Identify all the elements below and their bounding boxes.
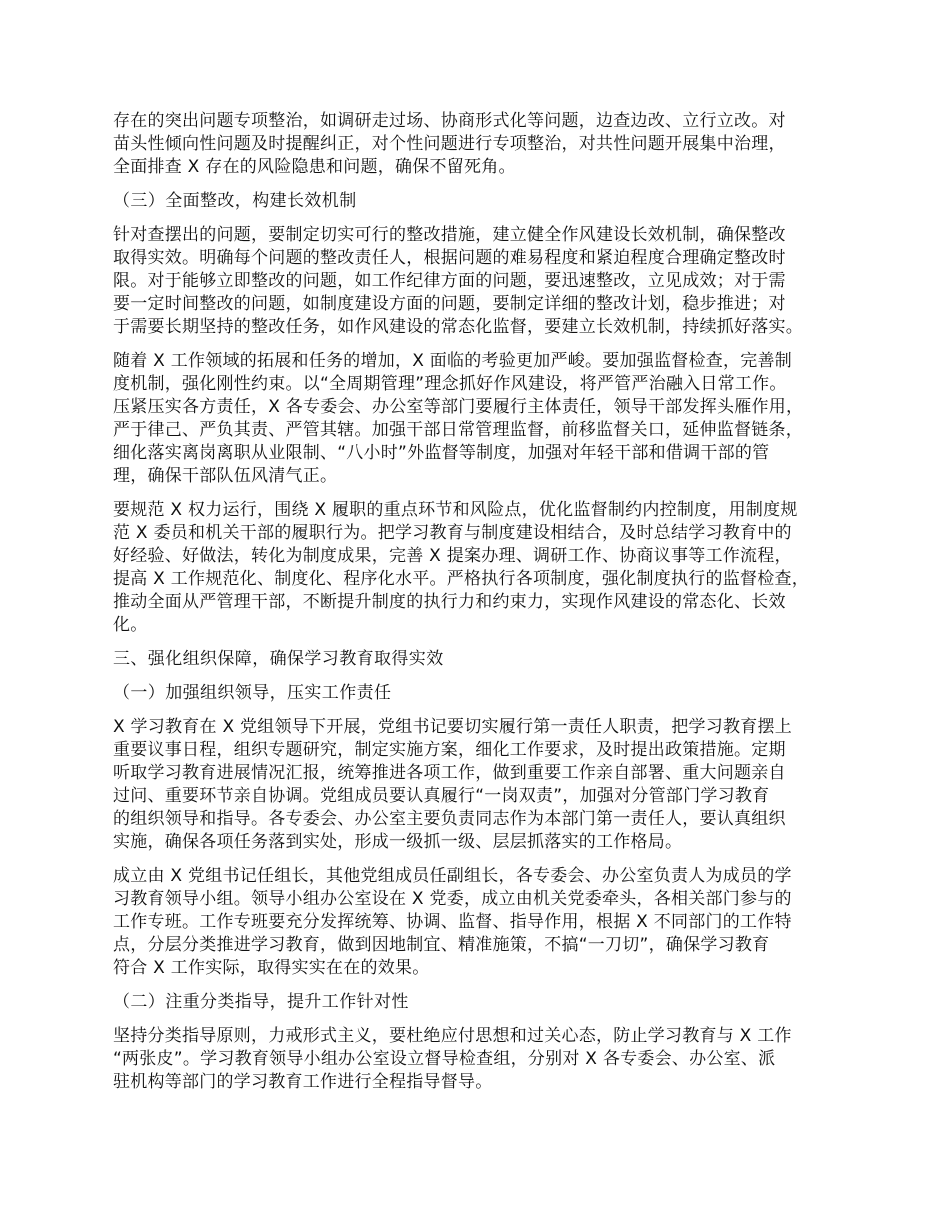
text-line: 坚持分类指导原则，力戒形式主义，要杜绝应付思想和过关心态，防止学习教育与 X 工作 [113,1026,792,1046]
section-heading [113,991,858,1014]
text-line: 点，分层分类推进学习教育，做到因地制宜、精准施策，不搞“一刀切”，确保学习教育 [113,935,770,955]
text-line: 度机制，强化刚性约束。以“全周期管理”理念抓好作风建设，将严管严治融入日常工作。 [113,374,787,394]
text-line: 驻机构等部门的学习教育工作进行全程指导督导。 [113,1072,493,1092]
text-line: 压紧压实各方责任，X 各专委会、办公室等部门要履行主体责任，领导干部发挥头雁作用， [113,397,804,417]
section-heading [113,190,858,213]
text-line: 符合 X 工作实际，取得实实在在的效果。 [113,958,430,978]
text-line: 三、强化组织保障，确保学习教育取得实效 [113,649,444,669]
body-paragraph [113,350,858,488]
text-line: 工作专班。工作专班要充分发挥统筹、协调、监督、指导作用，根据 X 不同部门的工作特 [113,912,792,932]
body-paragraph [113,865,858,980]
text-line: 范 X 委员和机关干部的履职行为。把学习教育与制度建设相结合，及时总结学习教育中的 [113,523,792,543]
text-line: 的组织领导和指导。各专委会、办公室主要负责同志作为本部门第一责任人，要认真组织 [113,809,786,829]
text-line: 重要议事日程，组织专题研究，制定实施方案，细化工作要求，及时提出政策措施。定期 [113,740,786,760]
text-line: 习教育领导小组。领导小组办公室设在 X 党委，成立由机关党委牵头，各相关部门参与的 [113,889,792,909]
body-paragraph [113,1025,858,1094]
text-line: 好经验、好做法，转化为制度成果，完善 X 提案办理、调研工作、协商议事等工作流程， [113,546,792,566]
text-line: 严于律己、严负其责、严管其辖。加强干部日常管理监督，前移监督关口，延伸监督链条， [113,420,803,440]
body-paragraph [113,499,858,637]
body-paragraph [113,716,858,854]
text-line: 实施，确保各项任务落到实处，形成一级抓一级、层层抓落实的工作格局。 [113,832,683,852]
text-line: 取得实效。明确每个问题的整改责任人，根据问题的难易程度和紧迫程度合理确定整改时 [113,248,786,268]
text-line: 提高 X 工作规范化、制度化、程序化水平。严格执行各项制度，强化制度执行的监督检查， [113,569,809,589]
text-line: 随着 X 工作领域的拓展和任务的增加，X 面临的考验更加严峻。要加强监督检查，完善制 [113,351,793,371]
text-line: 要规范 X 权力运行，围绕 X 履职的重点环节和风险点，优化监督制约内控制度，用制度规 [113,500,798,520]
text-line: 理，确保干部队伍风清气正。 [113,466,338,486]
text-line: 化。 [113,615,148,635]
text-line: 要一定时间整改的问题，如制度建设方面的问题，要制定详细的整改计划，稳步推进；对 [113,294,786,314]
text-line: 过问、重要环节亲自协调。党组成员要认真履行“一岗双责”，加强对分管部门学习教育 [113,786,770,806]
section-heading [113,648,858,671]
body-paragraph [113,224,858,339]
text-line: 于需要长期坚持的整改任务，如作风建设的常态化监督，要建立长效机制，持续抓好落实。 [113,317,803,337]
document-page [113,110,858,1105]
text-line: 推动全面从严管理干部，不断提升制度的执行力和约束力，实现作风建设的常态化、长效 [113,592,786,612]
text-line: 存在的突出问题专项整治，如调研走过场、协商形式化等问题，边查边改、立行立改。对 [113,111,786,131]
text-line: （一）加强组织领导，压实工作责任 [113,683,392,703]
text-line: 全面排查 X 存在的风险隐患和问题，确保不留死角。 [113,157,516,177]
text-line: 针对查摆出的问题，要制定切实可行的整改措施，建立健全作风建设长效机制，确保整改 [113,225,786,245]
text-line: 听取学习教育进展情况汇报，统筹推进各项工作，做到重要工作亲自部署、重大问题亲自 [113,763,786,783]
text-line: （二）注重分类指导，提升工作针对性 [113,992,409,1012]
text-line: 苗头性倾向性问题及时提醒纠正，对个性问题进行专项整治，对共性问题开展集中治理， [113,134,786,154]
body-paragraph [113,110,858,179]
text-line: 限。对于能够立即整改的问题，如工作纪律方面的问题，要迅速整改，立见成效；对于需 [113,271,786,291]
section-heading [113,682,858,705]
text-line: 细化落实离岗离职从业限制、“八小时”外监督等制度，加强对年轻干部和借调干部的管 [113,443,770,463]
text-line: “两张皮”。学习教育领导小组办公室设立督导检查组，分别对 X 各专委会、办公室、派 [113,1049,776,1069]
text-line: （三）全面整改，构建长效机制 [113,191,357,211]
text-line: 成立由 X 党组书记任组长，其他党组成员任副组长，各专委会、办公室负责人为成员的学 [113,866,792,886]
text-line: X 学习教育在 X 党组领导下开展，党组书记要切实履行第一责任人职责，把学习教育摆上 [113,717,793,737]
